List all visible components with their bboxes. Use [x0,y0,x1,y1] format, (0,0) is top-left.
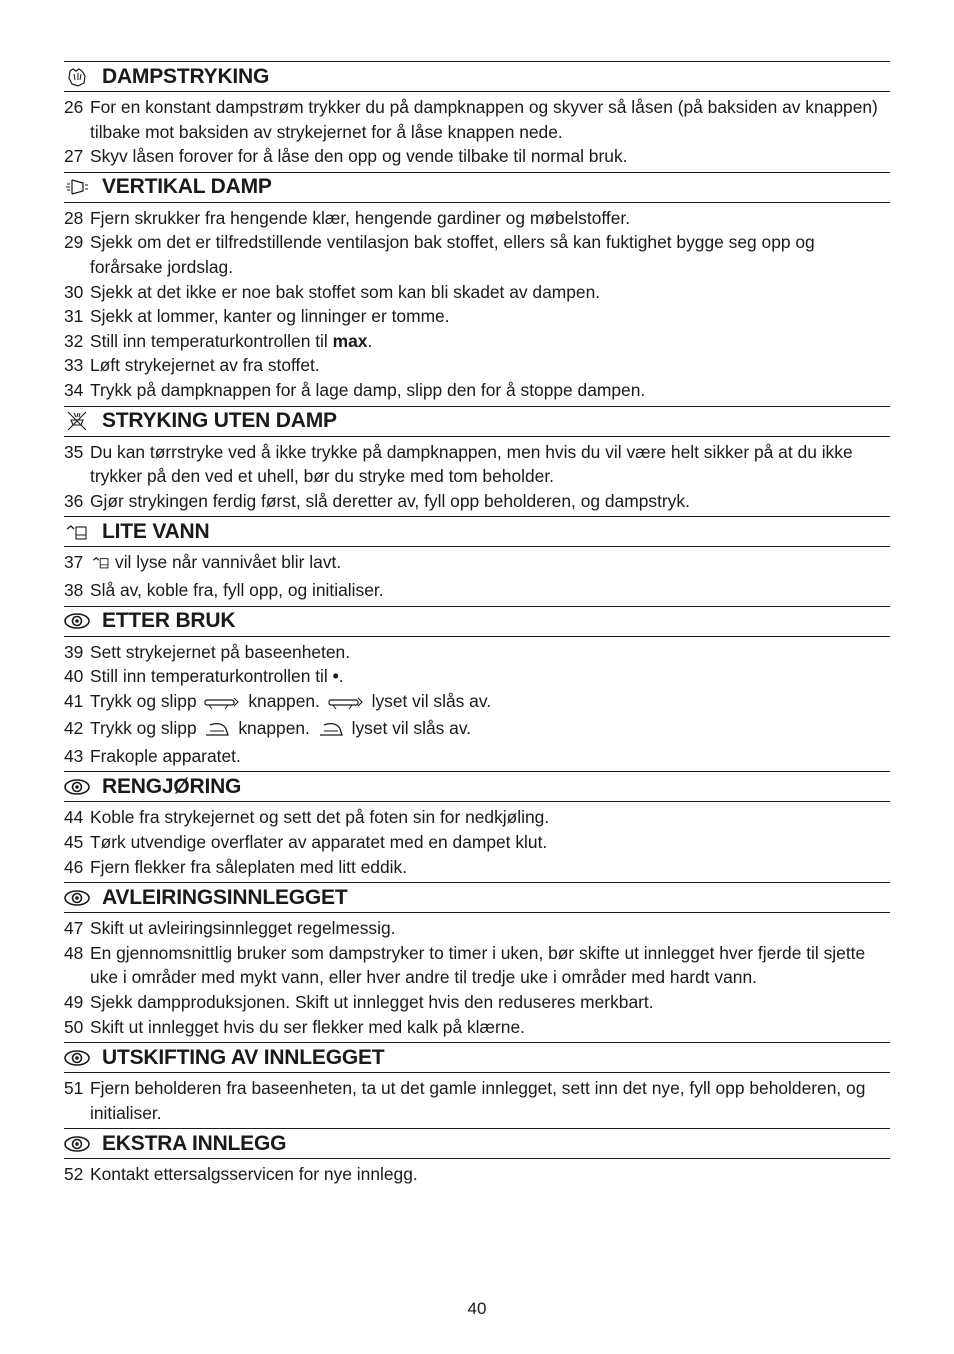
section-title: EKSTRA INNLEGG [102,1131,287,1155]
ironing-board-icon [328,692,364,717]
list-item: 38 Slå av, koble fra, fyll opp, og initialiser. [64,579,384,600]
section-title: UTSKIFTING AV INNLEGGET [102,1045,385,1069]
page-number: 40 [467,1299,487,1318]
steam-hand-icon [64,66,90,88]
section-header [64,606,890,637]
list-item: 39 Sett strykejernet på baseenheten. [64,641,351,662]
vertical-steam-icon [64,176,90,198]
list-item: 50 Skift ut innlegget hvis du ser flekker med kalk på klærne. [64,1016,525,1037]
eye-icon [64,610,90,632]
list-item: 30 Sjekk at det ikke er noe bak stoffet som kan bli skadet av dampen. [64,281,601,302]
ironing-board-icon [204,692,240,717]
section-header [64,1128,890,1159]
section-header [64,172,890,203]
list-item: 49 Sjekk dampproduksjonen. Skift ut innlegget hvis den reduseres merkbart. [64,992,654,1013]
section-header [64,882,890,913]
list-item: 27 Skyv låsen forover for å låse den opp og vende tilbake til normal bruk. [64,146,628,167]
section-header [64,1042,890,1073]
list-item: 26 For en konstant dampstrøm trykker du på dampknappen og skyver så låsen (på baksiden av knappen) tilbake mot baksiden av strykejernet for å låse knappen nede. [64,97,878,142]
list-item: 37 vil lyse når vannivået blir lavt. [64,550,890,578]
iron-icon [318,719,344,744]
list-item: 36 Gjør strykingen ferdig først, slå deretter av, fyll opp beholderen, og dampstryk. [64,490,690,511]
list-item: 42 Trykk og slipp knappen. lyset vil slås av. [64,716,890,744]
list-item: 40 Still inn temperaturkontrollen til •. [64,666,344,687]
list-item: 41 Trykk og slipp knappen. lyset vil slås av. [64,689,890,717]
list-item: 45 Tørk utvendige overflater av apparatet med en dampet klut. [64,832,548,853]
eye-icon [64,1047,90,1069]
eye-icon [64,776,90,798]
section-title: RENGJØRING [102,774,242,798]
list-item: 52 Kontakt ettersalgsservicen for nye innlegg. [64,1164,418,1185]
section-header [64,406,890,437]
section-header [64,61,890,92]
iron-icon [204,719,230,744]
list-item: 34 Trykk på dampknappen for å lage damp, slipp den for å stoppe dampen. [64,379,646,400]
section-title: VERTIKAL DAMP [102,175,272,199]
low-water-icon [64,521,90,543]
section-title: STRYKING UTEN DAMP [102,409,337,433]
no-steam-icon [64,410,90,432]
list-item: 31 Sjekk at lommer, kanter og linninger er tomme. [64,306,450,327]
section-header [64,771,890,802]
list-item: 51 Fjern beholderen fra baseenheten, ta ut det gamle innlegget, sett inn det nye, fyll opp beholderen, og initialiser. [64,1078,866,1123]
list-item: 46 Fjern flekker fra såleplaten med litt eddik. [64,856,408,877]
manual-content [64,61,890,1190]
list-item: 29 Sjekk om det er tilfredstillende ventilasjon bak stoffet, ellers så kan fuktighet bygge seg opp og forårsake jordslag. [64,232,815,277]
section-title: LITE VANN [102,519,210,543]
list-item: 32 Still inn temperaturkontrollen til max. [64,330,373,351]
section-title: ETTER BRUK [102,609,236,632]
low-water-icon [90,553,112,578]
list-item: 47 Skift ut avleiringsinnlegget regelmessig. [64,918,396,939]
list-item: 35 Du kan tørrstryke ved å ikke trykke på dampknappen, men hvis du vil være helt sikker på at du ikke trykker på den ved et uhell, bør du stryke med tom beholder. [64,441,853,487]
section-title: DAMPSTRYKING [102,64,270,88]
section-header [64,516,890,547]
list-item: 48 En gjennomsnittlig bruker som dampstryker to timer i uken, bør skifte ut innlegget hver fjerde til sjette uke i områder med mykt vann, eller hver andre til tredje uke i områder med hardt vann. [64,942,866,988]
list-item: 43 Frakople apparatet. [64,745,241,766]
list-item: 28 Fjern skrukker fra hengende klær, hengende gardiner og møbelstoffer. [64,207,631,228]
list-item: 33 Løft strykejernet av fra stoffet. [64,355,320,376]
eye-icon [64,1133,90,1155]
section-title: AVLEIRINGSINNLEGGET [102,885,348,909]
list-item: 44 Koble fra strykejernet og sett det på foten sin for nedkjøling. [64,807,550,828]
eye-icon [64,887,90,909]
